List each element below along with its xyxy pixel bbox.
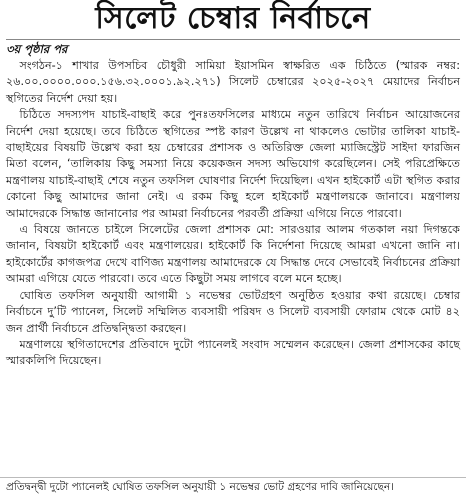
paragraph-2: চিঠিতে সদস্যপদ যাচাই-বাছাই করে পুনঃতফসিলের মাধ্যমে নতুন তারিখে নির্বাচন আয়োজনের নির্দেশ দেয়া হয়েছে। তবে চিঠিতে স্থগিতের স্পষ্ট কারণ উল্লেখ না থাকলেও ভোটার তালিকা যাচাই-বাছাইয়ের বিষয়টি উল্লেখ করা হয় চেম্বারের প্রশাসক ও অতিরিক্ত জেলা ম্যাজিস্ট্রেট সাইদা ফারজিন মিতা বলেন, ‘তালিকায় কিছু সমস্যা নিয়ে কয়েকজন সদস্য অভিযোগ করেছিলেন। সেই পরিপ্রেক্ষিতে মন্ত্রণালয় যাচাই-বাছাই শেষে নতুন তফসিল ঘোষণার নির্দেশ দিয়েছিল। এখন হাইকোর্ট এটা স্থগিত করার কোনো কিছু আমাদের জানা নেই। এ রকম কিছু হলে হাইকোর্ট মন্ত্রণালয়কে জানাবে। মন্ত্রণালয় আমাদেরকে সিদ্ধান্ত জানানোর পর আমরা নির্বাচনের পরবর্তী প্রক্রিয়া এগিয়ে নিতে পারবো। bbox=[6, 108, 460, 220]
headline-divider bbox=[6, 39, 460, 40]
continued-from-label: ৩য় পৃষ্ঠার পর bbox=[6, 42, 68, 56]
paragraph-3: এ বিষয়ে জানতে চাইলে সিলেটের জেলা প্রশাসক মো: সারওয়ার আলম গতকাল নয়া দিগন্তকে জানান, বিষয়টা হাইকোর্ট এবং মন্ত্রণালয়ের। হাইকোর্ট কি নির্দেশনা দিয়েছে আমরা এখনো জানি না। হাইকোর্টের কাগজপত্র দেখে বাণিজ্য মন্ত্রণালয় আমাদেরকে যে সিদ্ধান্ত দেবে সেভাবেই নির্বাচনের প্রক্রিয়া আমরা এগিয়ে যেতে পারবো। তবে এতে কিছুটা সময় লাগবে বলে মনে হচ্ছে। bbox=[6, 223, 460, 286]
paragraph-4: ঘোষিত তফসিল অনুযায়ী আগামী ১ নভেম্বর ভোটগ্রহণ অনুষ্ঠিত হওয়ার কথা রয়েছে। চেম্বার নির্বাচনে দু’টি প্যানেল, সিলেট সম্মিলিত ব্যবসায়ী পরিষদ ও সিলেট ব্যবসায়ী ফোরাম থেকে মোট ৪২ জন প্রার্থী নির্বাচনে প্রতিদ্বন্দ্বিতা করছেন। bbox=[6, 288, 460, 335]
news-clipping bbox=[0, 2, 466, 496]
headline: সিলেট চেম্বার নির্বাচনে bbox=[95, 1, 371, 36]
paragraph-1: সংগঠন-১ শাখার উপসচিব চৌধুরী সামিয়া ইয়াসমিন স্বাক্ষরিত এক চিঠিতে (স্মারক নম্বর: ২৬.০০.০০০০.০০০.১৫৬.৩২.০০০১.৯২.২৭১) সিলেট চেম্বারের ২০২৫-২০২৭ মেয়াদের নির্বাচন স্থগিতের নির্দেশ দেয়া হয়। bbox=[6, 59, 460, 105]
paragraph-5: মন্ত্রণালয়ে স্থগিতাদেশের প্রতিবাদে দুটো প্যানেলই সংবাদ সম্মেলন করেছেন। জেলা প্রশাসকের কাছে স্মারকলিপি দিয়েছেন। bbox=[6, 337, 460, 368]
footer-line: প্রতিদ্বন্দ্বী দুটো প্যানেলই ঘোষিত তফসিল অনুযায়ী ১ নভেম্বর ভোট গ্রহণের দাবি জানিয়েছেন। bbox=[0, 477, 466, 494]
